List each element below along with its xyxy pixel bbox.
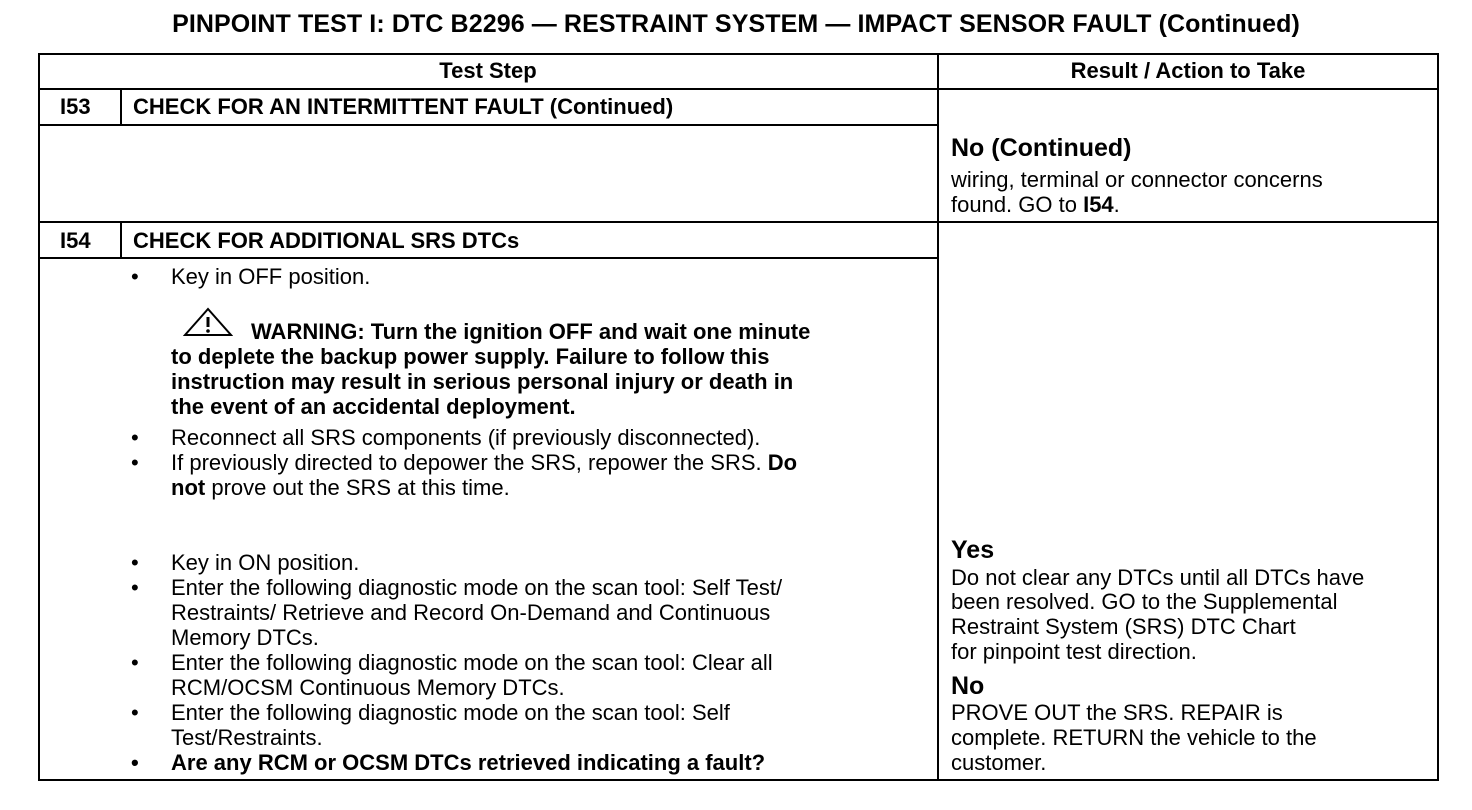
instruction-reconnect: Reconnect all SRS components (if previously disconnected).	[171, 425, 761, 450]
result-text-i53-line2: found. GO to I54.	[951, 192, 1120, 217]
instruction-key-off: Key in OFF position.	[171, 264, 371, 289]
result-yes-line2: been resolved. GO to the Supplemental	[951, 589, 1338, 614]
warning-text-line1: WARNING: Turn the ignition OFF and wait one minute	[251, 319, 811, 344]
bullet-marker: •	[131, 700, 139, 725]
instruction-clear-dtcs-line2: RCM/OCSM Continuous Memory DTCs.	[171, 675, 565, 700]
result-text-i53-line1: wiring, terminal or connector concerns	[951, 167, 1323, 192]
warning-text-line4: the event of an accidental deployment.	[171, 394, 576, 419]
bullet-marker: •	[131, 450, 139, 475]
result-yes-line4: for pinpoint test direction.	[951, 639, 1197, 664]
result-title-i53: No (Continued)	[951, 134, 1132, 162]
bullet-marker: •	[131, 650, 139, 675]
bullet-marker: •	[131, 750, 139, 775]
result-no-line3: customer.	[951, 750, 1047, 775]
result-no-line2: complete. RETURN the vehicle to the	[951, 725, 1317, 750]
result-yes-line3: Restraint System (SRS) DTC Chart	[951, 614, 1296, 639]
step-id-i54: I54	[60, 228, 91, 253]
instruction-restraints-line2: Test/Restraints.	[171, 725, 323, 750]
step-heading-i53: CHECK FOR AN INTERMITTENT FAULT (Continued)	[133, 94, 674, 119]
instruction-self-test-line1: Enter the following diagnostic mode on the scan tool: Self Test/	[171, 575, 783, 600]
instruction-key-on: Key in ON position.	[171, 550, 360, 575]
warning-text-line3: instruction may result in serious personal injury or death in	[171, 369, 794, 394]
bullet-marker: •	[131, 425, 139, 450]
bullet-marker: •	[131, 575, 139, 600]
result-no-title: No	[951, 672, 985, 700]
step-heading-i54: CHECK FOR ADDITIONAL SRS DTCs	[133, 228, 520, 253]
header-result-action: Result / Action to Take	[1070, 58, 1306, 83]
instruction-clear-dtcs-line1: Enter the following diagnostic mode on the scan tool: Clear all	[171, 650, 773, 675]
warning-text-line2: to deplete the backup power supply. Failure to follow this	[171, 344, 770, 369]
result-yes-line1: Do not clear any DTCs until all DTCs have	[951, 565, 1365, 590]
header-test-step: Test Step	[439, 58, 537, 83]
step-id-i53: I53	[60, 94, 91, 119]
bullet-marker: •	[131, 264, 139, 289]
step-reference-link: I54	[1083, 192, 1114, 217]
instruction-self-test-line3: Memory DTCs.	[171, 625, 319, 650]
instruction-repower-line1: If previously directed to depower the SRS, repower the SRS. Do	[171, 450, 798, 475]
instruction-restraints-line1: Enter the following diagnostic mode on the scan tool: Self	[171, 700, 730, 725]
instruction-self-test-line2: Restraints/ Retrieve and Record On-Demand and Continuous	[171, 600, 771, 625]
result-yes-title: Yes	[951, 536, 995, 564]
warning-triangle-icon	[183, 307, 233, 337]
result-no-line1: PROVE OUT the SRS. REPAIR is	[951, 700, 1283, 725]
question-dtcs-retrieved: Are any RCM or OCSM DTCs retrieved indicating a fault?	[171, 750, 766, 775]
bullet-marker: •	[131, 550, 139, 575]
page-title: PINPOINT TEST I: DTC B2296 — RESTRAINT SYSTEM — IMPACT SENSOR FAULT (Continued)	[172, 10, 1300, 38]
instruction-repower-line2: not prove out the SRS at this time.	[171, 475, 510, 500]
